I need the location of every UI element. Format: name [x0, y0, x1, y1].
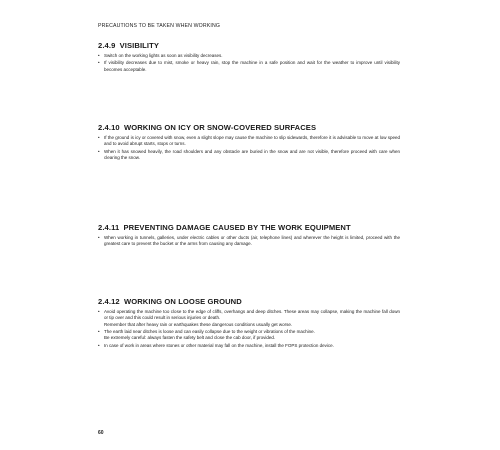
list-item: [98, 329, 400, 342]
bullet-list: [98, 53, 400, 73]
section-title: PREVENTING DAMAGE CAUSED BY THE WORK EQUIPMENT: [123, 223, 351, 232]
section-title: VISIBILITY: [119, 41, 160, 50]
list-item: • Switch on the working lights as soon as visibility decreases.: [98, 53, 400, 59]
page-number: 60: [98, 430, 104, 436]
bullet-text: • In case of work in areas where stones or other material may fall on the machine, install the FOPS protection device.: [104, 342, 334, 348]
section-loose-ground: [98, 297, 400, 350]
section-heading: [98, 223, 400, 232]
bullet-list: [98, 235, 400, 248]
list-item: [98, 343, 400, 349]
bullet-text: • The earth laid near ditches is loose and can easily collapse due to the weight or vibrations of the machine.: [104, 329, 315, 335]
section-number: 2.4.10: [98, 123, 120, 132]
running-header: PRECAUTIONS TO BE TAKEN WHEN WORKING: [98, 23, 221, 29]
section-title: WORKING ON ICY OR SNOW-COVERED SURFACES: [123, 123, 317, 132]
section-number: 2.4.9: [98, 41, 116, 50]
list-item: [98, 309, 400, 328]
list-item: • If the ground is icy or covered with snow, even a slight slope may cause the machine to slip sidewards, therefore it is advisable to move at low speed and to avoid abrupt starts, stops or turns.: [98, 135, 400, 148]
section-number: 2.4.11: [98, 223, 120, 232]
list-item: • If visibility decreases due to mist, smoke or heavy rain, stop the machine in a safe position and wait for the weather to improve until visibility becomes acceptable.: [98, 60, 400, 73]
section-heading: [98, 123, 400, 132]
section-work-equipment-damage: [98, 223, 400, 249]
section-visibility: [98, 41, 400, 74]
section-number: 2.4.12: [98, 297, 120, 306]
bullet-text: • Avoid operating the machine too close to the edge of cliffs, overhangs and deep ditches. These areas may collapse, making the machine fall down or tip over and this could result in serious injuries or death.: [104, 309, 400, 321]
bullet-list: [98, 135, 400, 161]
bullet-continuation: Remember that after heavy rain or earthquakes these dangerous conditions usually get worse.: [104, 321, 293, 327]
section-icy-surfaces: [98, 123, 400, 163]
list-item: • When working in tunnels, galleries, under electric cables or other ducts (air, telephone lines) and wherever the height is limited, proceed with the greatest care to prevent the bucket or the arms from causing any damage.: [98, 235, 400, 248]
section-heading: [98, 41, 400, 50]
section-title: WORKING ON LOOSE GROUND: [123, 297, 242, 306]
bullet-continuation: Be extremely careful: always fasten the safety belt and close the cab door, if provided.: [104, 335, 276, 341]
bullet-list: [98, 309, 400, 349]
list-item: • When it has snowed heavily, the road shoulders and any obstacle are buried in the snow and are not visible, therefore proceed with care when clearing the snow.: [98, 149, 400, 162]
section-heading: [98, 297, 400, 306]
